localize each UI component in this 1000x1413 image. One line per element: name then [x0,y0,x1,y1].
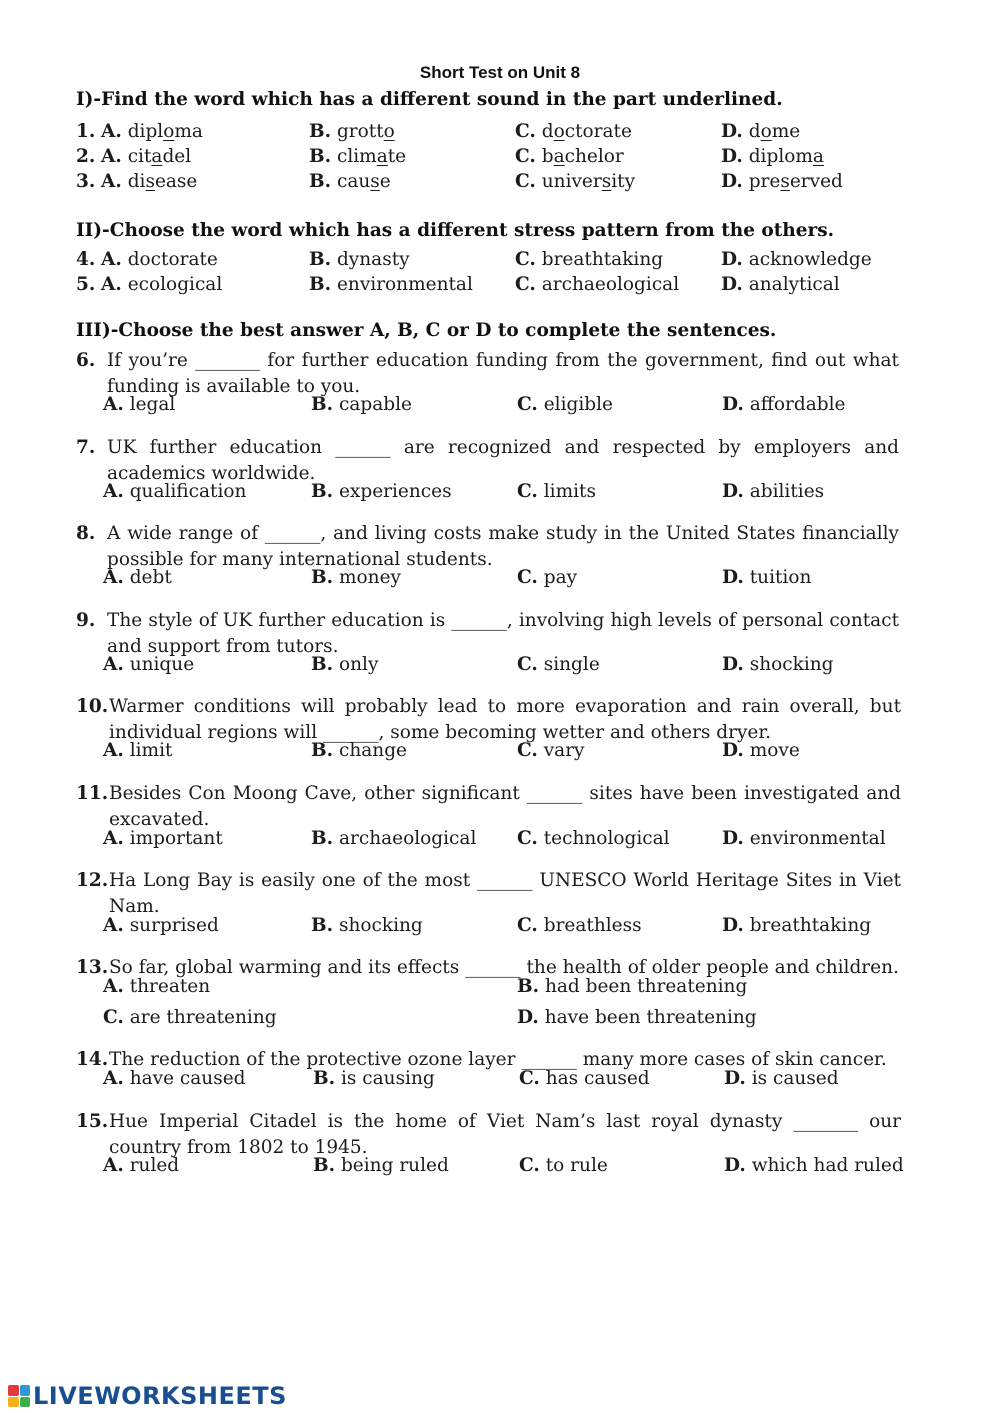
question-row [76,121,976,147]
option-letter: B. [309,146,332,167]
option-letter: D. [724,1068,746,1089]
option-word: shocking [749,654,834,675]
option-word: is causing [340,1068,435,1089]
option-letter: A. [103,828,124,849]
option-letter: C. [515,249,536,270]
answer-option [721,249,872,270]
question-text: Besides Con Moong Cave, other significant ______ sites have been investigated and excavated. [109,783,901,830]
option-word: affordable [749,394,846,415]
option-letter: D. [721,146,743,167]
option-letter: A. [103,915,124,936]
underlined-part: s [370,171,380,192]
answer-option [721,274,840,295]
option-word: surprised [129,915,219,936]
word-part: dipl [127,121,164,142]
option-letter: D. [721,171,743,192]
option-letter: D. [722,740,744,761]
option-letter: D. [721,121,743,142]
option-word: experiences [338,481,452,502]
answer-option [103,1155,179,1176]
question-text: A wide range of ______, and living costs make study in the United States financially possible for many international students. [107,523,899,570]
option-letter: A. [101,249,122,270]
underlined-part: a [376,146,388,167]
option-word: debt [129,567,172,588]
underlined-part: o [553,121,565,142]
question-number: 5. [76,274,96,295]
option-word: dynasty [336,249,410,270]
answer-option [311,740,407,761]
word-part: e [379,171,391,192]
question-text: Warmer conditions will probably lead to more evaporation and rain overall, but individual regions will ______, some becoming wetter and others dryer. [109,696,901,743]
option-word: archaeological [541,274,680,295]
answer-option [309,274,473,295]
option-word: environmental [336,274,473,295]
section-heading-1: I)-Find the word which has a different sound in the part underlined. [76,89,783,110]
option-word: is caused [751,1068,839,1089]
option-word: vary [543,740,585,761]
option-word: environmental [749,828,886,849]
answer-option [311,915,423,936]
answer-option [722,654,834,675]
answer-option [517,915,642,936]
option-letter: C. [515,121,536,142]
option-word: capable [338,394,412,415]
answer-option [517,1007,757,1028]
answer-option [721,146,824,167]
option-word: technological [543,828,670,849]
answer-option [313,1068,435,1089]
option-letter: B. [313,1068,336,1089]
question-text: UK further education ______ are recognized and respected by employers and academics worldwide. [107,437,899,484]
question-number: 14. [76,1049,109,1070]
answer-option [103,394,175,415]
option-letter: C. [517,567,538,588]
option-letter: C. [519,1068,540,1089]
option-letter: B. [309,249,332,270]
answer-option [724,1155,904,1176]
answer-option [309,249,410,270]
brand-name: LIVEWORKSHEETS [33,1382,287,1410]
option-word: has caused [545,1068,650,1089]
option-word: have been threatening [544,1007,757,1028]
answer-option [101,146,191,167]
option-letter: A. [101,274,122,295]
logo-tile [8,1385,19,1396]
answer-option [517,740,585,761]
question-text: So far, global warming and its effects ______ the health of older people and children. [109,957,899,978]
answer-option [309,146,406,167]
underlined-part: o [383,121,395,142]
question-number: 8. [76,523,96,544]
option-word: change [338,740,407,761]
answer-option [103,915,219,936]
option-letter: A. [103,1155,124,1176]
option-letter: D. [722,567,744,588]
word-part: ity [611,171,636,192]
answer-option [101,121,203,142]
answer-option [517,394,613,415]
answer-option [722,394,845,415]
answer-option [101,274,222,295]
option-letter: A. [103,567,124,588]
underlined-part: s [780,171,790,192]
option-word: are threatening [129,1007,277,1028]
word-part: erved [789,171,843,192]
word-part: del [162,146,192,167]
answer-option [515,249,663,270]
answer-option [722,828,886,849]
option-word: eligible [543,394,613,415]
answer-option [515,121,632,142]
answer-option [309,121,395,142]
option-word: abilities [749,481,825,502]
option-letter: A. [101,146,122,167]
option-word: move [749,740,800,761]
logo-tile [20,1385,31,1396]
question-text: If you’re _______ for further education funding from the government, find out what funding is available to you. [107,350,899,397]
word-part: cau [336,171,371,192]
word-part: ctorate [564,121,632,142]
option-letter: A. [103,1068,124,1089]
answer-option [101,171,197,192]
underlined-part: a [151,146,163,167]
option-word: breathtaking [749,915,872,936]
option-word: being ruled [340,1155,449,1176]
option-letter: D. [722,915,744,936]
option-letter: A. [101,121,122,142]
option-word: pay [543,567,578,588]
option-word: only [338,654,379,675]
section-heading-2: II)-Choose the word which has a different stress pattern from the others. [76,220,835,241]
logo-tile [8,1397,19,1408]
word-part: grott [336,121,384,142]
answer-option [517,481,596,502]
answer-option [103,1068,246,1089]
answer-option [313,1155,449,1176]
option-letter: C. [103,1007,124,1028]
word-part: d [541,121,554,142]
option-word: shocking [338,915,423,936]
word-part: diplom [748,146,813,167]
question-number: 7. [76,437,96,458]
option-word: breathless [543,915,642,936]
question-number: 2. [76,146,96,167]
word-part: ma [174,121,203,142]
answer-option [103,976,210,997]
question-text: Ha Long Bay is easily one of the most ______ UNESCO World Heritage Sites in Viet Nam. [109,870,901,917]
option-letter: C. [519,1155,540,1176]
option-letter: B. [309,121,332,142]
underlined-part: s [145,171,155,192]
word-part: me [771,121,801,142]
underlined-part: a [553,146,565,167]
word-part: chelor [564,146,624,167]
option-word: qualification [129,481,247,502]
word-part: clim [336,146,377,167]
option-word: breathtaking [541,249,664,270]
liveworksheets-brand [8,1382,287,1410]
option-letter: C. [517,481,538,502]
option-letter: A. [103,394,124,415]
option-word: limits [543,481,596,502]
logo-tile [20,1397,31,1408]
answer-option [309,171,391,192]
option-word: single [543,654,600,675]
option-letter: B. [311,567,334,588]
option-word: have caused [129,1068,246,1089]
option-word: ecological [127,274,223,295]
option-word: analytical [748,274,840,295]
answer-option [311,828,476,849]
option-letter: B. [313,1155,336,1176]
question-number: 3. [76,171,96,192]
answer-option [103,828,223,849]
option-letter: B. [309,171,332,192]
option-word: archaeological [338,828,477,849]
option-letter: B. [311,740,334,761]
option-letter: D. [722,481,744,502]
option-letter: C. [515,146,536,167]
option-word: limit [129,740,173,761]
underlined-part: o [163,121,175,142]
option-letter: C. [515,274,536,295]
liveworksheets-logo-icon [8,1385,30,1407]
option-word: which had ruled [751,1155,904,1176]
question-row [76,274,976,300]
section-heading-3: III)-Choose the best answer A, B, C or D to complete the sentences. [76,320,777,341]
answer-option [515,274,679,295]
question-text: The reduction of the protective ozone layer ______ many more cases of skin cancer. [109,1049,887,1070]
answer-option [517,567,577,588]
answer-option [721,171,843,192]
option-letter: D. [722,394,744,415]
answer-option [519,1068,650,1089]
option-letter: B. [311,915,334,936]
underlined-part: a [812,146,824,167]
option-letter: C. [517,740,538,761]
option-letter: D. [517,1007,539,1028]
option-letter: C. [517,828,538,849]
answer-option [722,481,824,502]
answer-option [103,567,172,588]
answer-option [311,394,412,415]
option-letter: D. [722,654,744,675]
page-title: Short Test on Unit 8 [419,63,581,82]
answer-option [515,171,635,192]
answer-option [103,740,172,761]
option-letter: D. [722,828,744,849]
question-row [76,171,976,197]
option-word: legal [129,394,176,415]
option-letter: B. [311,394,334,415]
answer-option [519,1155,608,1176]
underlined-part: s [601,171,612,192]
answer-option [722,567,811,588]
word-part: ease [154,171,198,192]
word-part: te [387,146,407,167]
answer-option [101,249,218,270]
word-part: univer [541,171,602,192]
option-letter: C. [517,654,538,675]
word-part: cit [127,146,152,167]
word-part: pre [748,171,781,192]
answer-option [103,654,194,675]
option-letter: A. [103,481,124,502]
option-word: acknowledge [748,249,872,270]
answer-option [311,654,378,675]
option-letter: A. [103,740,124,761]
option-letter: B. [311,828,334,849]
word-part: d [748,121,761,142]
question-number: 4. [76,249,96,270]
question-number: 6. [76,350,96,371]
option-letter: B. [517,976,540,997]
option-word: ruled [129,1155,180,1176]
answer-option [517,828,670,849]
option-word: tuition [749,567,812,588]
option-word: money [338,567,401,588]
option-letter: C. [515,171,536,192]
question-number: 1. [76,121,96,142]
word-part: b [541,146,554,167]
option-word: to rule [545,1155,608,1176]
option-letter: D. [724,1155,746,1176]
question-text: The style of UK further education is ______, involving high levels of personal contact and support from tutors. [107,610,899,657]
option-letter: C. [517,394,538,415]
question-number: 9. [76,610,96,631]
answer-option [515,146,624,167]
answer-option [724,1068,839,1089]
answer-option [311,567,401,588]
answer-option [517,654,600,675]
question-number: 13. [76,957,109,978]
option-word: doctorate [127,249,218,270]
question-number: 10. [76,696,109,717]
option-letter: B. [311,481,334,502]
option-letter: A. [103,976,124,997]
option-word: important [129,828,223,849]
option-letter: A. [103,654,124,675]
question-number: 12. [76,870,109,891]
answer-option [722,915,871,936]
option-letter: B. [309,274,332,295]
option-word: threaten [129,976,211,997]
option-letter: B. [311,654,334,675]
question-row [76,146,976,172]
answer-option [722,740,800,761]
option-word: unique [129,654,195,675]
option-word: had been threatening [544,976,748,997]
answer-option [721,121,800,142]
question-number: 11. [76,783,109,804]
answer-option [103,481,246,502]
answer-option [103,1007,277,1028]
question-text: Hue Imperial Citadel is the home of Viet Nam’s last royal dynasty _______ our country from 1802 to 1945. [109,1111,901,1158]
option-letter: D. [721,249,743,270]
question-row [76,249,976,275]
word-part: di [127,171,146,192]
answer-option [311,481,452,502]
option-letter: A. [101,171,122,192]
option-letter: C. [517,915,538,936]
answer-option [517,976,747,997]
option-letter: D. [721,274,743,295]
question-number: 15. [76,1111,109,1132]
underlined-part: o [760,121,772,142]
